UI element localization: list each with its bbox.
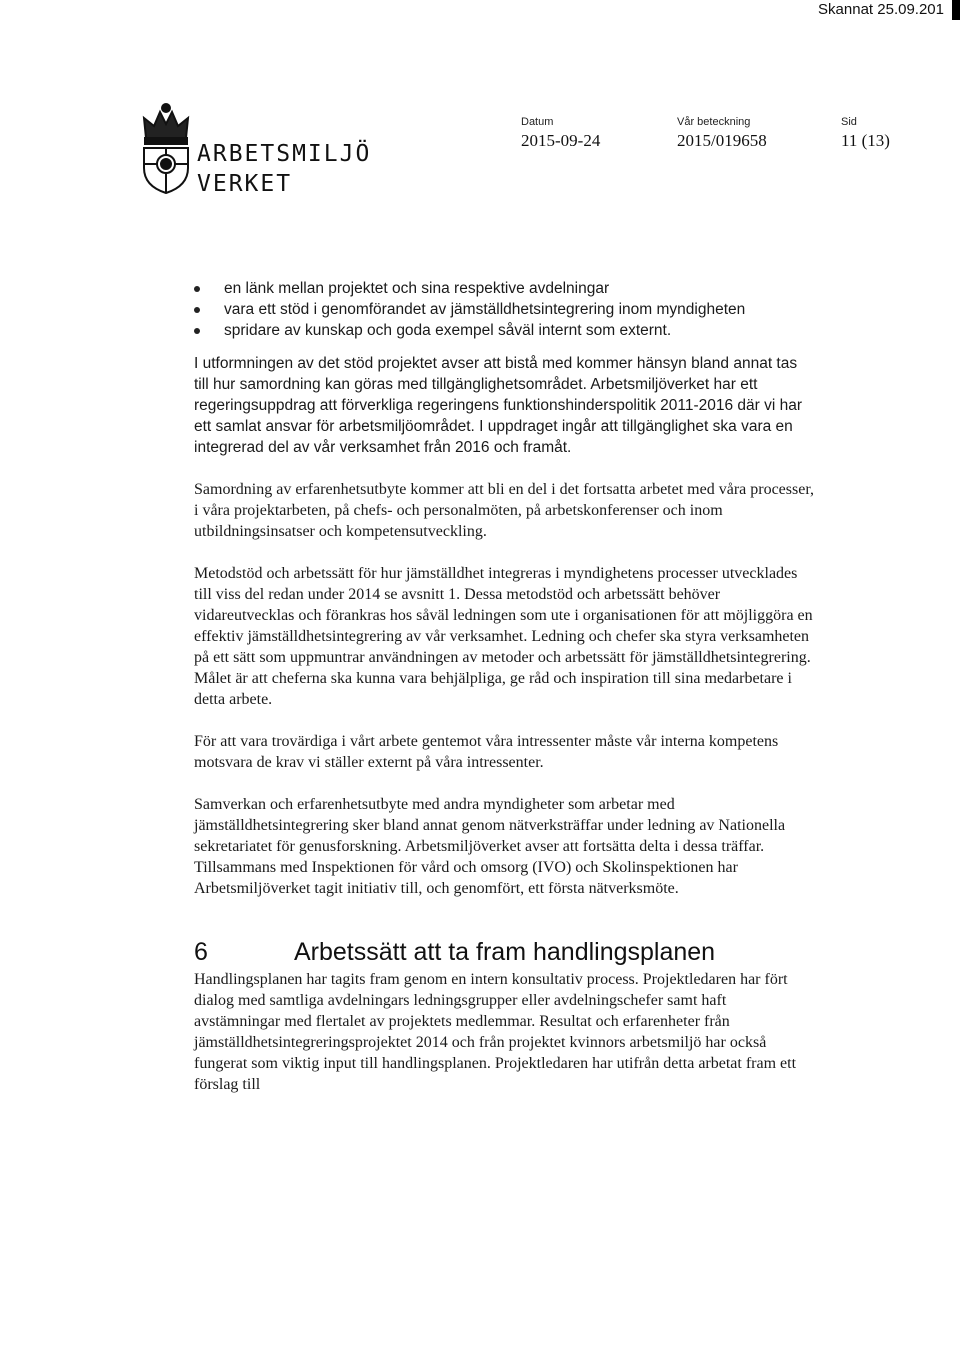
section-number: 6 xyxy=(194,938,208,966)
paragraph: I utformningen av det stöd projektet avser att bistå med kommer hänsyn bland annat tas till hur samordning kan göras med tillgänglighetsområdet. Arbetsmiljöverket har ett regeringsuppdrag att förverkliga regeringens funktionshinderspolitik 2011-2016 där vi har ett samlat ansvar för arbetsmiljöområdet. I uppdraget ingår att tillgänglighet ska vara en integrerad del av vår verksamhet från 2016 och framåt. xyxy=(194,355,803,456)
document-body xyxy=(194,278,814,1116)
bullet-list xyxy=(194,278,814,341)
date-label: Datum xyxy=(521,116,554,128)
list-item: vara ett stöd i genomförandet av jämställdhetsintegrering inom myndigheten xyxy=(194,299,814,320)
wordmark-line-1: ARBETSMILJÖ xyxy=(197,141,372,167)
agency-wordmark xyxy=(197,139,371,199)
paragraph: För att vara trovärdiga i vårt arbete gentemot våra intressenter måste vår interna kompetens motsvara de krav vi ställer externt på våra intressenter. xyxy=(194,733,779,771)
list-item: en länk mellan projektet och sina respektive avdelningar xyxy=(194,278,814,299)
reference-label: Vår beteckning xyxy=(677,116,751,128)
section-heading xyxy=(194,937,814,967)
paragraph: Samordning av erfarenhetsutbyte kommer att bli en del i det fortsatta arbetet med våra processer, i våra projektarbeten, på chefs- och personalmöten, på arbetskonferenser och inom utbildningsinsatser och kompetensutveckling. xyxy=(194,481,815,540)
page-label: Sid xyxy=(841,116,857,128)
reference-block xyxy=(677,116,767,152)
list-item: spridare av kunskap och goda exempel såväl internt som externt. xyxy=(194,320,814,341)
wordmark-line-2: VERKET xyxy=(197,171,293,197)
section-title: Arbetssätt att ta fram handlingsplanen xyxy=(294,938,716,966)
reference-value: 2015/019658 xyxy=(677,131,767,150)
page-value: 11 (13) xyxy=(841,131,890,150)
crown-coat-of-arms-logo xyxy=(136,100,196,195)
page-block xyxy=(841,116,890,152)
paragraph: Handlingsplanen har tagits fram genom en intern konsultativ process. Projektledaren har fört dialog med samtliga avdelningars ledningsgrupper eller avdelningschefer samt haft avstämningar med flertalet av projektets medlemmar. Resultat och erfarenheter från jämställdhetsintegreringsprojektet 2014 och från projektet kvinnors arbetsmiljö har också fungerat som viktig input till handlingsplanen. Projektledaren har utifrån detta arbetat fram ett förslag till xyxy=(194,971,797,1093)
date-block xyxy=(521,116,600,152)
paragraph: Metodstöd och arbetssätt för hur jämställdhet integreras i myndighetens processer utvecklades till viss del redan under 2014 se avsnitt 1. Dessa metodstöd och arbetssätt behöver vidareutvecklas och förankras hos såväl ledningen som ute i organisationen för att möjliggöra en effektiv jämställdhetsintegrering av vår verksamhet. Ledning och chefer ska styra verksamheten på ett sätt som uppmuntrar användningen av metoder och arbetssätt för jämställdhetsintegrering. Målet är att cheferna ska kunna vara behjälpliga, ge råd och inspiration till sina medarbetare i detta arbete. xyxy=(194,565,813,708)
date-value: 2015-09-24 xyxy=(521,131,601,150)
scan-stamp: Skannat 25.09.201 xyxy=(810,0,960,20)
paragraph: Samverkan och erfarenhetsutbyte med andra myndigheter som arbetar med jämställdhetsintegrering sker bland annat genom nätverksträffar under ledning av Nationella sekretariatet för genusforskning. Arbetsmiljöverket avser att fortsätta delta i dessa träffar. Tillsammans med Inspektionen för vård och omsorg (IVO) och Skolinspektionen har Arbetsmiljöverket tagit initiativ till, och genomfört, ett första nätverksmöte. xyxy=(194,796,786,897)
